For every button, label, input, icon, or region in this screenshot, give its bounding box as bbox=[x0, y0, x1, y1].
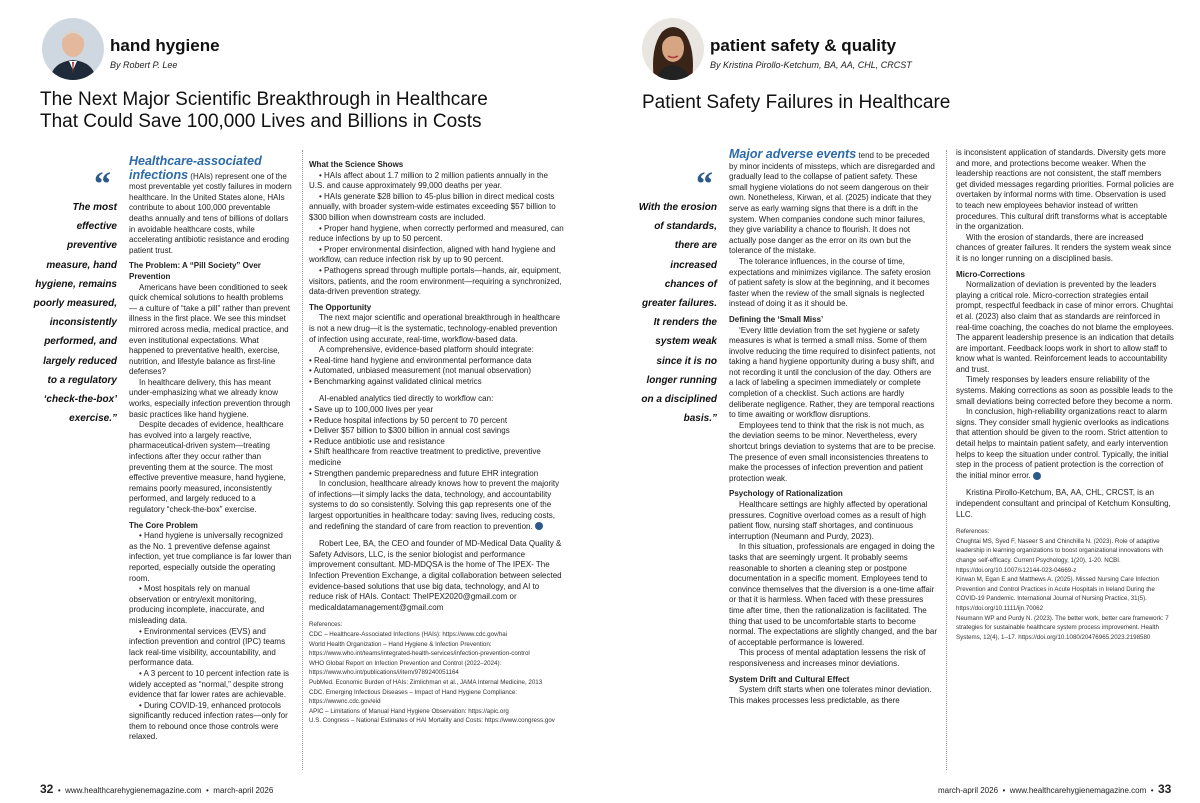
paragraph-text: In conclusion, healthcare already knows how to prevent the majority of infections—it simply lacks the data, technology, and accountability systems to do so consistently. Solving this gap represents one of the largest opportunities in healthcare today: saving lives, reducing costs, and redefining the standard of care from reaction to prevention. bbox=[309, 479, 560, 531]
paragraph-text: In conclusion, high-reliability organizations react to alarm signs. They consider small hygienic overlooks as indications that attention should be given to the room. Strict attention to detail helps to maintain patient safety, and early intervention helps to keep the situation under control. Typically, the initial step in the process of patient protection is the correction of the initial minor error. bbox=[956, 407, 1169, 480]
body-paragraph bbox=[309, 394, 564, 405]
pull-quote-line: exercise.” bbox=[69, 413, 117, 425]
article-column-1 bbox=[129, 155, 292, 775]
pull-quote-line: greater failures. bbox=[641, 298, 717, 310]
paragraph-spacer bbox=[956, 520, 1174, 527]
byline: By Robert P. Lee bbox=[110, 60, 178, 70]
reference-entry bbox=[309, 678, 564, 688]
article-column-2 bbox=[956, 148, 1174, 778]
footer-separator: • bbox=[203, 786, 214, 795]
body-paragraph bbox=[309, 479, 564, 532]
paragraph-text: (HAIs) represent one of the most preventable yet costly failures in modern healthcare. In the United States alone, HAIs contribute to about 100,000 preventable deaths annually and tens of billions of dollars in avoidable healthcare costs, while accelerating antibiotic resistance and eroding patient trust. bbox=[129, 171, 292, 255]
body-paragraph bbox=[309, 171, 564, 192]
reference-entry bbox=[309, 640, 564, 659]
pull-quote bbox=[20, 166, 117, 428]
reference-entry bbox=[309, 707, 564, 717]
paragraph-text: System Drift and Cultural Effect bbox=[729, 674, 850, 684]
body-paragraph bbox=[309, 447, 564, 468]
reference-entry bbox=[309, 620, 564, 630]
paragraph-text: ‘Every little deviation from the set hygiene or safety measures is what is termed a small miss. Some of them involve reducing the time required to disinfect patients, not taking a hand hygiene opportunity during a busy shift, and not recording it until the conclusion of the day. Others are a lack of labeling a specimen immediately or complete completion of a checklist. Such actions are hardly deliberate negligence. Rather, they are temporal reactions to time awaiting or workflow disruptions. bbox=[729, 325, 936, 420]
quote-mark-icon: “ bbox=[94, 166, 111, 203]
body-paragraph bbox=[729, 326, 937, 421]
body-paragraph bbox=[129, 584, 292, 626]
paragraph-text: World Health Organization – Hand Hygiene & Infection Prevention: https://www.who.int/teams/integrated-health-services/infection-prevention-control bbox=[309, 640, 530, 658]
paragraph-text: The Opportunity bbox=[309, 302, 372, 312]
paragraph-spacer bbox=[309, 613, 564, 620]
paragraph-text: Timely responses by leaders ensure reliability of the systems. Making corrections as soon as possible leads to the small deviations being corrected before they become a norm. bbox=[956, 375, 1173, 406]
body-paragraph bbox=[729, 421, 937, 485]
body-paragraph bbox=[309, 356, 564, 367]
paragraph-text: Kristina Pirollo-Ketchum, BA, AA, CHL, CRCST, is an independent consultant and principal of Ketchum Konsulting, LLC. bbox=[956, 488, 1171, 519]
paragraph-spacer bbox=[309, 532, 564, 539]
paragraph-text: The Problem: A “Pill Society” Over Prevention bbox=[129, 261, 261, 281]
pull-quote-line: inconsistently bbox=[49, 317, 117, 329]
paragraph-text: • Strengthen pandemic preparedness and future EHR integration bbox=[309, 468, 539, 478]
paragraph-text: • HAIs generate $28 billion to 45-plus billion in direct medical costs annually, with broader system-wide estimates exceeding $57 billion to $300 billion when downstream costs are included. bbox=[309, 191, 556, 222]
paragraph-text: • A 3 percent to 10 percent infection rate is widely accepted as “normal,” despite strong evidence that far lower rates are achievable. bbox=[129, 668, 290, 700]
body-paragraph bbox=[129, 669, 292, 701]
paragraph-text: • Reduce hospital infections by 50 percent to 70 percent bbox=[309, 415, 508, 425]
body-paragraph bbox=[309, 426, 564, 437]
body-paragraph bbox=[956, 488, 1174, 520]
paragraph-text: Kirwan M, Egan E and Matthews A. (2025). Missed Nursing Care Infection Prevention and Control Practices in Acute Hospitals in Ireland During the COVID-19 Pandemic. International Journal of Nursing Practice, 31(5). https://doi.org/10.1111/ijn.70062 bbox=[956, 576, 1159, 612]
body-paragraph bbox=[309, 405, 564, 416]
pull-quote bbox=[630, 166, 717, 428]
paragraph-text: • Most hospitals rely on manual observation or entry/exit monitoring, producing incomplete, inaccurate, and misleading data. bbox=[129, 584, 265, 625]
footer-website: www.healthcarehygienemagazine.com bbox=[1009, 786, 1147, 795]
pull-quote-line: there are bbox=[674, 240, 717, 252]
paragraph-text: CDC – Healthcare-Associated Infections (HAIs): https://www.cdc.gov/hai bbox=[309, 630, 508, 638]
body-paragraph bbox=[956, 280, 1174, 375]
article-headline bbox=[40, 89, 580, 133]
body-paragraph bbox=[309, 345, 564, 356]
headline-line: That Could Save 100,000 Lives and Billions in Costs bbox=[40, 111, 482, 132]
paragraph-text: WHO Global Report on Infection Prevention and Control (2022–2024): https://www.who.int/publications/i/item/9789240051164 bbox=[309, 659, 502, 677]
paragraph-text: • Benchmarking against validated clinical metrics bbox=[309, 376, 482, 386]
subheading bbox=[956, 270, 1174, 281]
body-paragraph bbox=[956, 407, 1174, 481]
article-column-2 bbox=[309, 155, 564, 775]
paragraph-spacer bbox=[956, 481, 1174, 488]
paragraph-text: • Deliver $57 billion to $300 billion in annual cost savings bbox=[309, 426, 510, 436]
subheading bbox=[309, 303, 564, 314]
paragraph-text: Psychology of Rationalization bbox=[729, 489, 843, 499]
pull-quote-line: basis.” bbox=[683, 413, 717, 425]
reference-entry bbox=[309, 716, 564, 726]
page-footer bbox=[40, 782, 273, 796]
paragraph-text: Defining the ‘Small Miss’ bbox=[729, 314, 824, 324]
body-paragraph bbox=[309, 192, 564, 224]
body-paragraph bbox=[129, 531, 292, 584]
reference-entry bbox=[956, 614, 1174, 643]
subheading bbox=[129, 521, 292, 532]
paragraph-text: In healthcare delivery, this has meant under-emphasizing what we already know works, especially infection prevention through basic practices like hand hygiene. bbox=[129, 377, 291, 419]
body-paragraph bbox=[729, 257, 937, 310]
reference-entry bbox=[309, 688, 564, 707]
article-end-icon bbox=[1033, 472, 1041, 480]
page-number: 32 bbox=[40, 782, 54, 796]
paragraph-text: CDC. Emerging Infectious Diseases – Impact of Hand Hygiene Compliance: https://wwwnc.cdc.gov/eid bbox=[309, 688, 518, 706]
paragraph-text: • During COVID-19, enhanced protocols significantly reduced infection rates—only for them to rebound once those controls were relaxed. bbox=[129, 700, 288, 742]
paragraph-text: The tolerance influences, in the course of time, expectations and minimizes vigilance. The safety erosion of patient safety is slow at the beginning, and it becomes faster when the review of the small signals is neglected instead of doing it as it should be. bbox=[729, 256, 931, 309]
pull-quote-line: effective bbox=[76, 221, 117, 233]
paragraph-text: AI-enabled analytics tied directly to workflow can: bbox=[319, 394, 494, 404]
body-paragraph bbox=[129, 378, 292, 420]
woman-portrait-icon bbox=[642, 18, 704, 80]
pull-quote-line: on a disciplined bbox=[641, 394, 717, 406]
paragraph-text: • Proper environmental disinfection, aligned with hand hygiene and workflow, can reduce infection risk by up to 90 percent. bbox=[309, 244, 556, 265]
body-paragraph bbox=[309, 366, 564, 377]
man-portrait-icon bbox=[42, 18, 104, 80]
body-paragraph bbox=[309, 437, 564, 448]
paragraph-text: PubMed. Economic Burden of HAIs: Zimlichman et al., JAMA Internal Medicine, 2013 bbox=[309, 678, 543, 686]
pull-quote-line: to a regulatory bbox=[47, 374, 117, 386]
body-paragraph bbox=[309, 313, 564, 345]
paragraph-text: Despite decades of evidence, healthcare has evolved into a largely reactive, pharmaceutical-driven system—treating infections after they occur rather than preventing them at the source. The most effective preventive measure, hand hygiene, remains poorly measured, inconsistently performed, and largely reduced to a regulatory “check-the-box” exercise. bbox=[129, 420, 286, 514]
paragraph-text: A comprehensive, evidence-based platform should integrate: bbox=[319, 345, 534, 355]
reference-entry bbox=[309, 630, 564, 640]
body-paragraph bbox=[129, 627, 292, 669]
page-footer bbox=[938, 782, 1171, 796]
pull-quote-line: chances of bbox=[664, 278, 717, 290]
paragraph-text: • Proper hand hygiene, when correctly performed and measured, can reduce infections by up to 50 percent. bbox=[309, 223, 564, 244]
body-paragraph bbox=[309, 266, 564, 298]
paragraph-text: System drift starts when one tolerates minor deviation. This makes processes less predictable, as there bbox=[729, 685, 932, 705]
pull-quote-line: largely reduced bbox=[43, 355, 117, 367]
body-paragraph bbox=[309, 224, 564, 245]
paragraph-text: Employees tend to think that the risk is not much, as the deviation seems to be minor. Nevertheless, every shortcut brings deviation to systems that are to be precise. The presence of even small inconsistencies threatens to make the processes of infection prevention and patient protection weak. bbox=[729, 420, 936, 483]
body-paragraph bbox=[729, 685, 937, 706]
paragraph-text: References: bbox=[309, 621, 343, 629]
subheading bbox=[129, 261, 292, 282]
subheading bbox=[729, 315, 937, 326]
subheading bbox=[309, 160, 564, 171]
paragraph-spacer bbox=[309, 387, 564, 394]
body-paragraph bbox=[309, 377, 564, 388]
paragraph-text: The Core Problem bbox=[129, 520, 198, 530]
pull-quote-line: preventive bbox=[66, 240, 117, 252]
paragraph-text: • Automated, unbiased measurement (not manual observation) bbox=[309, 366, 532, 376]
body-paragraph bbox=[309, 245, 564, 266]
paragraph-text: The next major scientific and operational breakthrough in healthcare is not a new drug—it is the systematic, technology-enabled prevention of infection using accurate, real-time, workflow-based data. bbox=[309, 313, 561, 344]
paragraph-text: With the erosion of standards, there are increased chances of greater failures. It renders the system weak since it is no longer running on a disciplined basis. bbox=[956, 232, 1172, 263]
author-photo-robert-lee bbox=[42, 18, 104, 80]
column-divider bbox=[302, 150, 303, 770]
column-divider bbox=[946, 150, 947, 770]
author-photo-kristina bbox=[642, 18, 704, 80]
paragraph-text: Neumann WP and Purdy N. (2023). The better work, better care framework: 7 strategies for sustainable healthcare system process improvement. Health Systems, 12(4), 1–17. https://doi.org/10.1080/20476965.2023.2198580 bbox=[956, 614, 1169, 641]
footer-separator: • bbox=[1148, 786, 1158, 795]
paragraph-text: Americans have been conditioned to seek quick chemical solutions to health problems — a culture of “take a pill” rather than prevent illness in the first place. We see this mindset mirrored across media, medical practice, and even institutional expectations. What happened to preventative health, exercise, nutrition, and lifestyle balance as first-line defenses? bbox=[129, 282, 290, 377]
quote-mark-icon: “ bbox=[696, 166, 713, 203]
body-paragraph bbox=[129, 283, 292, 378]
reference-entry bbox=[956, 527, 1174, 537]
pull-quote-line: increased bbox=[670, 259, 717, 271]
body-paragraph bbox=[956, 148, 1174, 233]
headline-line: The Next Major Scientific Breakthrough in Healthcare bbox=[40, 89, 488, 110]
footer-separator: • bbox=[1000, 786, 1010, 795]
paragraph-text: • Reduce antibiotic use and resistance bbox=[309, 436, 445, 446]
paragraph-text: • Hand hygiene is universally recognized as the No. 1 preventive defense against infection, yet true compliance is far lower than reported, especially outside the operating room. bbox=[129, 531, 292, 583]
article-headline: Patient Safety Failures in Healthcare bbox=[642, 92, 951, 113]
paragraph-text: References: bbox=[956, 528, 990, 536]
pull-quote-line: hygiene, remains bbox=[35, 278, 117, 290]
footer-issue: march-april 2026 bbox=[938, 786, 999, 795]
byline: By Kristina Pirollo-Ketchum, BA, AA, CHL, CRCST bbox=[710, 60, 912, 70]
pull-quote-line: longer running bbox=[646, 374, 717, 386]
pull-quote-line: With the erosion bbox=[638, 202, 717, 213]
body-paragraph bbox=[129, 701, 292, 743]
paragraph-text: tend to be preceded by minor incidents of missteps, which are disregarded and gradually lead to the collapse of patient safety. These small hygiene violations do not seem dangerous on their own. Nonetheless, Kirwan, et al. (2025) indicate that they serve as early warning signs that there is a drift in the system. When companies condone such minor failures, they give variability a chance to flourish. It does not actually pose danger as the error on its own but the tolerance of the mistake. bbox=[729, 151, 935, 256]
section-title: hand hygiene bbox=[110, 36, 220, 55]
footer-website: www.healthcarehygienemagazine.com bbox=[65, 786, 202, 795]
pull-quote-line: poorly measured, bbox=[33, 298, 117, 310]
page-number: 33 bbox=[1157, 782, 1172, 796]
pull-quote-line: of standards, bbox=[654, 221, 717, 233]
subheading bbox=[729, 489, 937, 500]
body-paragraph bbox=[309, 469, 564, 480]
paragraph-text: • Pathogens spread through multiple portals—hands, air, equipment, visitors, patients, and the room environment—requiring a synchronized, data-driven prevention strategy. bbox=[309, 265, 562, 297]
subheading bbox=[729, 675, 937, 686]
paragraph-text: In this situation, professionals are engaged in doing the tasks that are seemingly urgent. It probably seems reasonable to shorten a cleaning step or postpone documentation in a specific moment. Employees tend to convince themselves that the diversion is a one-time affair or that it is harmless. When faced with these pressures time after time, then the rationalization is facilitated. The thing that used to be uncomfortable starts to become normal. The expectations are slightly changed, and the bar of acceptable performance is lowered. bbox=[729, 542, 937, 647]
pull-quote-line: It renders the bbox=[653, 317, 717, 329]
reference-entry bbox=[956, 537, 1174, 575]
pull-quote-line: measure, hand bbox=[46, 259, 117, 271]
paragraph-text: Chughtai MS, Syed F, Naseer S and Chinchilla N. (2023). Role of adaptive leadership in learning organizations to boost organizational innovations with change self-efficacy. Current Psychology, 1(20), 1-20. NCBI. https://doi.org/10.1007/s12144-023-04669-z bbox=[956, 537, 1164, 574]
pull-quote-line: ‘check-the-box’ bbox=[43, 394, 117, 406]
pull-quote-line: system weak bbox=[655, 336, 717, 348]
body-paragraph bbox=[729, 542, 937, 648]
lead-in-words: Healthcare-associated infections bbox=[129, 155, 262, 182]
article-column-1 bbox=[729, 148, 937, 778]
paragraph-text: What the Science Shows bbox=[309, 160, 404, 169]
reference-entry bbox=[309, 659, 564, 678]
paragraph-text: Robert Lee, BA, the CEO and founder of MD-Medical Data Quality & Safety Advisors, LLC, is the senior biologist and performance improvement consultant. MD-MDQSA is the home of The IPEX- The Infection Prevention Exchange, a digital collaboration between selected evidence-based solutions that use big data, technology, and AI to reduce risk of HAIs. Contact: TheIPEX2020@gmail.com or medicaldatamanagement@gmail.com bbox=[309, 539, 562, 612]
lead-paragraph bbox=[729, 148, 937, 257]
paragraph-text: • Save up to 100,000 lives per year bbox=[309, 405, 434, 415]
footer-issue: march-april 2026 bbox=[213, 786, 274, 795]
pull-quote-line: The most bbox=[72, 202, 117, 213]
body-paragraph bbox=[956, 375, 1174, 407]
footer-separator: • bbox=[55, 786, 66, 795]
body-paragraph bbox=[956, 233, 1174, 265]
section-title: patient safety & quality bbox=[710, 36, 897, 55]
pull-quote-line: since it is no bbox=[656, 355, 717, 367]
paragraph-text: Micro-Corrections bbox=[956, 269, 1025, 279]
paragraph-text: • Shift healthcare from reactive treatment to predictive, preventive medicine bbox=[309, 447, 541, 468]
lead-in-words: Major adverse events bbox=[729, 148, 857, 161]
paragraph-text: This process of mental adaptation lessens the risk of responsiveness and increases minor deviations. bbox=[729, 648, 926, 668]
paragraph-text: U.S. Congress – National Estimates of HAI Mortality and Costs: https://www.congress.gov bbox=[309, 717, 555, 725]
paragraph-text: Normalization of deviation is prevented by the leaders playing a critical role. Micro-correction strategies entail prompt, respectful feedback in case of minor errors. Chughtai et al. (2023) also claim that as standards are reinforced in real-time coaching, the coaches do not blame the employees. The apparent leadership presence is an indication that details are important. Feedback loops work in short to allow staff to know what is wanted. Reinforcement leads to accountability and trust. bbox=[956, 280, 1174, 374]
right-page bbox=[600, 0, 1200, 803]
body-paragraph bbox=[129, 420, 292, 515]
pull-quote-line: performed, and bbox=[44, 336, 117, 348]
paragraph-text: • HAIs affect about 1.7 million to 2 million patients annually in the U.S. and cause approximately 99,000 deaths per year. bbox=[309, 170, 549, 191]
paragraph-text: APIC – Limitations of Manual Hand Hygiene Observation: https://apic.org bbox=[309, 707, 509, 715]
paragraph-text: is inconsistent application of standards. Diversity gets more and more, and protections become weaker. When the leadership reactions are not consistent, the staff members get divided messages regarding priorities. Formal policies are overtaken by informal norms with time. Observation is used to teach new employees behavior instead of written procedures. This cultural drift transforms what is acceptable in the organization. bbox=[956, 148, 1174, 232]
reference-entry bbox=[956, 575, 1174, 613]
body-paragraph bbox=[309, 539, 564, 613]
article-end-icon bbox=[535, 522, 543, 530]
body-paragraph bbox=[309, 416, 564, 427]
body-paragraph bbox=[729, 500, 937, 542]
paragraph-text: • Environmental services (EVS) and infection prevention and control (IPC) teams lack real-time visibility, accountability, and performance data. bbox=[129, 626, 286, 668]
body-paragraph bbox=[729, 648, 937, 669]
paragraph-text: • Real-time hand hygiene and environmental performance data bbox=[309, 355, 532, 365]
paragraph-text: Healthcare settings are highly affected by operational pressures. Cognitive overload comes as a result of high patient flow, nursing staff shortages, and continuous interruption (Neumann and Purdy, 2023). bbox=[729, 500, 928, 541]
lead-paragraph bbox=[129, 155, 292, 256]
